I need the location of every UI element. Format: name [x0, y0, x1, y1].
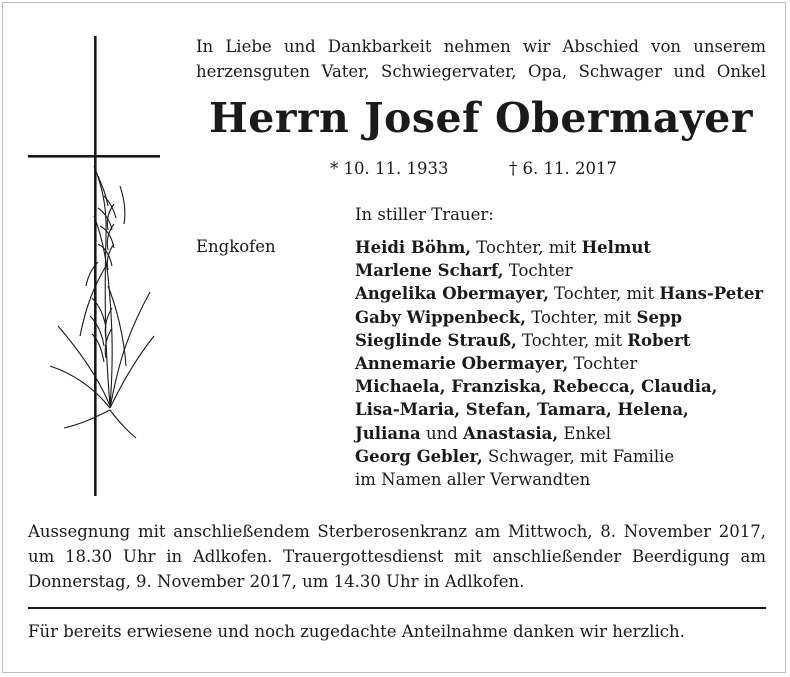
mourner-name: Georg Gebler, [355, 446, 483, 466]
mourner-name: Sepp [636, 307, 683, 327]
mourner-relation: Tochter [503, 261, 573, 281]
mourner-relation: Tochter, mit [526, 307, 637, 327]
thanks-text: Für bereits erwiesene und noch zugedachte Anteilnahme danken wir herzlich. [28, 622, 685, 641]
mourner-name: Sieglinde Strauß, [355, 330, 517, 350]
mourner-line [355, 259, 775, 282]
mourner-relation: und [420, 423, 464, 443]
mourner-name: Lisa-Maria, Stefan, Tamara, Helena, [355, 400, 689, 420]
mourner-relation: Tochter, mit [471, 238, 582, 257]
mourners-list [355, 236, 775, 491]
birth-date: * 10. 11. 1933 [330, 159, 449, 178]
intro-line: herzensguten Vater, Schwiegervater, Opa, Schwager und Onkel [196, 62, 766, 81]
wheat-icon [50, 166, 154, 438]
intro-line: In Liebe und Dankbarkeit nehmen wir Abschied von unserem [196, 37, 766, 56]
mourner-name: Juliana [355, 423, 421, 443]
mourner-line [355, 398, 775, 421]
mourner-relation: Tochter [568, 354, 638, 374]
mourner-relation: Tochter, mit [516, 330, 628, 350]
deceased-name: Herrn Josef Obermayer [209, 94, 753, 142]
mourner-name: Michaela, Franziska, Rebecca, Claudia, [355, 377, 718, 397]
mourner-line [355, 329, 775, 352]
mourner-relation: Tochter, mit [548, 284, 660, 304]
mourner-name: Gaby Wippenbeck, [355, 307, 526, 327]
mourner-line [355, 306, 775, 329]
mourner-name: Hans-Peter [659, 284, 764, 304]
funeral-line: um 18.30 Uhr in Adlkofen. Trauergottesdienst mit anschließender Beerdigung am [28, 547, 766, 566]
funeral-info [28, 519, 766, 594]
funeral-line: Aussegnung mit anschließendem Sterberosenkranz am Mittwoch, 8. November 2017, [28, 522, 766, 541]
mourner-name: Annemarie Obermayer, [355, 354, 569, 374]
death-date: † 6. 11. 2017 [509, 159, 617, 178]
mourner-line [355, 422, 775, 445]
mourner-name: Helmut [581, 238, 652, 257]
mourner-relation: Enkel [558, 423, 612, 443]
divider [28, 607, 766, 609]
place-name: Engkofen [196, 237, 276, 256]
cross-icon [28, 36, 168, 496]
mourner-line [355, 352, 775, 375]
mourner-relation: im Namen aller Verwandten [355, 470, 591, 490]
mourner-name: Anastasia, [463, 423, 559, 443]
funeral-line: Donnerstag, 9. November 2017, um 14.30 Uhr in Adlkofen. [28, 572, 525, 591]
mourner-relation: Schwager, mit Familie [482, 446, 675, 466]
mourner-line [355, 445, 775, 468]
mourner-line [355, 468, 775, 491]
mourner-name: Marlene Scharf, [355, 261, 504, 281]
mourner-name: Heidi Böhm, [355, 238, 472, 257]
mourner-line [355, 236, 775, 259]
mourner-line [355, 375, 775, 398]
mourning-heading: In stiller Trauer: [355, 205, 494, 224]
mourner-line [355, 282, 775, 305]
intro-text [196, 34, 766, 84]
mourner-name: Robert [627, 330, 691, 350]
mourner-name: Angelika Obermayer, [355, 284, 549, 304]
